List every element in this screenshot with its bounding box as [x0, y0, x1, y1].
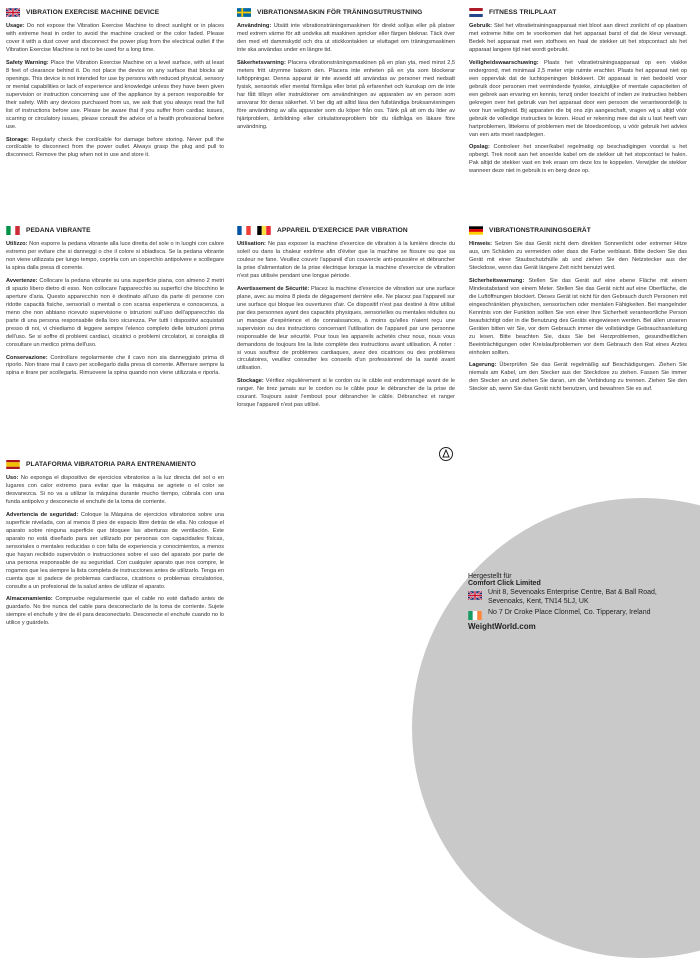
section-title: VIBRATIONSMASKIN FÖR TRÄNINGSUTRUSTNING: [257, 9, 423, 16]
safety-paragraph: Safety Warning: Place the Vibration Exercise Machine on a level surface, with at least 8 feet of clearance behind it. Do not place the device on any surface that blocks air openings. This device is not intended for use by persons with reduced physical, sensory or mental capabilities or lack of experience and knowledge unless they have been given supervision or instruction concerning use of the appliance by a person responsible for their safety. With any devices purchased from us, we ask that you always read the full list of instructions before use. Please be aware that if you suffer from cardiac issues, scarring or circulatory issues, please consult the advice of a health professional before use.: [6, 60, 224, 130]
netherlands-flag-icon: [469, 8, 483, 17]
storage-paragraph: Stockage: Vérifiez régulièrement si le cordon ou le câble est endommagé avant de le ranger. Ne tirez jamais sur le cordon ou le câble pour le débrancher de la prise de courant. Toujours saisir l'embout pour débrancher le câble. Débranchez et ranger lorsque l'appareil n'est pas utilisé.: [237, 378, 455, 409]
safety-paragraph: Sicherheitswarnung: Stellen Sie das Gerät auf eine ebene Fläche mit einem Mindestabstand von einem Meter. Stellen Sie das Gerät nicht auf eine Oberfläche, die die Luftöffnungen blockiert. Dieses Gerät ist nicht für den Gebrauch durch Personen mit eingeschränkten physischen, sensorischen oder mentalen Fähigkeiten. Bei mangelnder Kenntnis von der Funktion sollten Sie von einer Ihre Sicherheit verantwortliche Person beaufsichtigt oder in die Benutzung des Geräts eingewiesen werden. Bei allen unseren Geräten bitten wir Sie, vor dem Gebrauch immer die vollständige Gebrauchsanleitung zu lesen. Bitte beachten Sie, dass Sie bei Herzproblemen, gesundheitlichen Beeinträchtigungen oder Kreislaufproblemen vor dem Gebrauch den Rat eines Arztes einholen sollten.: [469, 278, 687, 356]
made-for-label: Hergestellt für: [468, 573, 512, 580]
usage-paragraph: Hinweis: Setzen Sie das Gerät nicht dem direkten Sonnenlicht oder extremer Hitze aus, um Schäden zu vermeiden oder dass die Farbe verblasst. Bitte decken Sie das Gerät mit einer Staubschutzhülle ab und ziehen Sie den Netzstecker aus der Steckdose, wenn das Gerät längere Zeit nicht benutzt wird.: [469, 241, 687, 272]
section-title: APPAREIL D'EXERCICE PAR VIBRATION: [277, 227, 408, 234]
ireland-flag-icon: [468, 611, 482, 620]
company-name: Comfort Click Limited: [468, 580, 541, 587]
storage-paragraph: Lagerung: Überprüfen Sie das Gerät regelmäßig auf Beschädigungen. Ziehen Sie niemals am Kabel, um den Stecker aus der Steckdose zu ziehen. Fassen Sie immer den Stecker an und ziehen Sie daran, um die Verbindung zu trennen. Ziehen Sie den Stecker ab, wenn Sie das Gerät nicht benutzen, und bewahren Sie es auf.: [469, 362, 687, 393]
france-flag-icon: [237, 226, 251, 235]
section-header: [237, 226, 455, 235]
germany-flag-icon: [469, 226, 483, 235]
section-header: [6, 8, 224, 17]
storage-paragraph: Conservazione: Controllare regolarmente che il cavo non sia danneggiato prima di riporlo. Non tirare mai il cavo per scollegarlo dalla presa di corrente. Afferrare sempre la spina e tirare per scollegarla. Rimuovere la spina quando non viene utilizzata e riporla.: [6, 354, 224, 377]
section-title: FITNESS TRILPLAAT: [489, 9, 557, 16]
section-header: [237, 8, 455, 17]
usage-paragraph: Utilisation: Ne pas exposer la machine d'exercice de vibration à la lumière directe du soleil ou dans la chaleur extrême afin d'éviter que la machine se fissure ou que sa couleur ne fane. Veuillez couvrir l'appareil d'un couvercle anti-poussière et débrancher la prise d'alimentation de la prise électrique lorsque la machine d'exercice de vibration n'est pas utilisée pendant une longue période.: [237, 241, 455, 280]
section-title: VIBRATIONSTRAININGSGERÄT: [489, 227, 591, 234]
uk-address-row: [468, 589, 668, 607]
storage-paragraph: Opslag: Controleer het snoer/kabel regelmatig op beschadigingen voordat u het opbergt. Trek nooit aan het snoer/de kabel om de stekker uit het stopcontact te halen. Pak altijd de stekker vast en trek eraan om deze los te koppelen. Verwijder de stekker wanneer deze niet in gebruik is en berg deze op.: [469, 144, 687, 175]
usage-paragraph: Gebruik: Stel het vibratietrainingsapparaat niet bloot aan direct zonlicht of op plaatsen met extreme hitte om te voorkomen dat het apparaat barst of dat de kleur vervaagt. Bedek het apparaat met een stofhoes en haal de stekker uit het stopcontact als het apparaat langere tijd niet wordt gebruikt.: [469, 23, 687, 54]
storage-paragraph: Storage: Regularly check the cord/cable for damage before storing. Never pull the cord/cable to disconnect from the power outlet. Always grasp the plug and pull to disconnect. Remove the plug when not in use and store it.: [6, 136, 225, 159]
safety-paragraph: Avertissement de Sécurité: Placez la machine d'exercice de vibration sur une surface plane, avec au moins 8 pieds de dégagement derrière elle. Ne placez pas l'appareil sur une surface qui bloque les ouvertures d'air. Ce dispositif n'est pas destiné à être utilisé par des personnes ayant des capacités physiques, sensorielles ou mentales réduites ou un manque d'expérience et de connaissances, à moins qu'elles n'aient reçu une supervision ou des instructions concernant l'utilisation de l'appareil par une personne responsable de leur sécurité. Pour tous les appareils achetés chez nous, nous vous demandons de toujours lire la liste complète des instructions avant utilisation. À noter : si vous souffrez de problèmes cardiaques, avez des cicatrices ou des problèmes circulatoires, veuillez consulter les conseils d'un professionnel de la santé avant utilisation.: [237, 286, 455, 372]
spain-flag-icon: [6, 460, 20, 469]
safety-paragraph: Advertencia de seguridad: Coloque la Máquina de ejercicios vibratorios sobre una superficie nivelada, con al menos 8 pies de espacio libre detrás de ella. No coloque el aparato sobre ninguna superficie que bloquee las aberturas de ventilación. Este aparato no está diseñado para ser utilizado por personas con capacidades físicas, sensoriales o mentales reducidas o con falta de experiencia y conocimientos, a menos que hayan recibido supervisión o instrucciones sobre el uso del aparato por parte de una persona responsable de su seguridad. Con cualquier aparato que nos compre, le rogamos que lea siempre la lista completa de instrucciones antes de utilizarlo. Tenga en cuenta que si padece de problemas cardíacos, cicatrices o problemas circulatorios, consulte a un profesional de la salud antes de utilizar el aparato.: [6, 512, 224, 590]
decorative-circle: [412, 498, 700, 958]
uk-address: Unit 8, Sevenoaks Enterprise Centre, Bat & Ball Road, Sevenoaks, Kent, TN14 5LJ, UK: [488, 589, 657, 605]
uk-flag-icon: [6, 8, 20, 17]
section-title: PLATAFORMA VIBRATORIA PARA ENTRENAMIENTO: [26, 461, 196, 468]
section-header: [6, 460, 224, 469]
belgium-flag-icon: [257, 226, 271, 235]
usage-paragraph: Usage: Do not expose the Vibration Exercise Machine to direct sunlight or in places with extreme heat in order to avoid the machine cracked or the color faded. Please cover it with a dust cover and disconnect the power plug from the electrical outlet if the Vibration Exercise Machine is not to be used for a long time.: [6, 23, 224, 54]
section-header: [469, 8, 687, 17]
ie-address: No 7 Dr Croke Place Clonmel, Co. Tipperary, Ireland: [488, 608, 651, 616]
section-nl: [469, 8, 687, 181]
section-title: PEDANA VIBRANTE: [26, 227, 91, 234]
section-it: [6, 226, 224, 383]
section-en: [6, 8, 224, 165]
brand-name: WeightWorld.com: [468, 621, 536, 631]
section-de: [469, 226, 687, 399]
section-header: [6, 226, 224, 235]
usage-paragraph: Uso: No exponga el dispositivo de ejercicios vibratorios a la luz directa del sol o en lugares con calor extremo para evitar que la máquina se agriete o el color se desvanezca. Si no va a utilizar la máquina durante mucho tiempo, cúbrala con una funda antipolvo y desconecte el enchufe de la toma de corriente.: [6, 475, 224, 506]
ie-address-row: [468, 609, 668, 620]
section-fr: [237, 226, 455, 415]
italy-flag-icon: [6, 226, 20, 235]
safety-paragraph: Avvertenze: Collocare la pedana vibrante su una superficie piana, con almeno 2 metri di spazio libero dietro di esso. Non collocare l'apparecchio su superfici che blocchino le aperture d'aria. Questo apparecchio non è destinato all'uso da parte di persone con ridotte capacità fisiche, sensoriali o mentali o con scarsa esperienza e conoscenza, a meno che non abbiano ricevuto supervisione o istruzioni sull'uso dell'apparecchio da parte di una persona responsabile della loro sicurezza. Per tutti i dispositivi acquistati presso di noi, vi chiediamo di leggere sempre l'elenco completo delle istruzioni prima dell'uso. Se si soffre di problemi cardiaci, cicatrici o problemi circolatori, si consiglia di consultare un medico prima dell'uso.: [6, 278, 224, 348]
manufacturer-block: [468, 573, 668, 631]
section-title: VIBRATION EXERCISE MACHINE DEVICE: [26, 9, 160, 16]
usage-paragraph: Utilizzo: Non esporre la pedana vibrante alla luce diretta del sole o in luoghi con calore estremo per evitare che si danneggi o che il colore si sbiadisca. Se la pedana vibrante non viene utilizzata per lungo tempo, coprirla con un coperchio antipolvere e scollegare la spina dalla presa di corrente.: [6, 241, 224, 272]
usage-paragraph: Användning: Utsätt inte vibrationsträningsmaskinen för direkt solljus eller på platser med extrem värme för att undvika att maskinen spricker eller färgen bleknar. Täck över den med ett dammskydd och dra ut stickkontakten ur eluttaget om träningsmaskinen inte ska användas under en längre tid.: [237, 23, 455, 54]
uk-flag-icon: [468, 591, 482, 600]
sweden-flag-icon: [237, 8, 251, 17]
safety-paragraph: Veiligheidswaarschuwing: Plaats het vibratietrainingsapparaat op een vlakke ondergrond, met minimaal 2,5 meter vrije ruimte erachter. Plaats het apparaat niet op een oppervlak dat de luchtopeningen blokkeert. Dit apparaat is niet bedoeld voor gebruik door personen met verminderde fysieke, zintuiglijke of mentale capaciteiten of een gebrek aan ervaring en kennis, tenzij onder toezicht of indien ze instructies hebben gekregen over het gebruik van het apparaat door een persoon die verantwoordelijk is voor hun veiligheid. Bij apparaten die bij ons zijn aangeschaft, vragen wij u altijd vóór gebruik de volledige instructies te lezen. Houd er rekening mee dat als u last heeft van hartproblemen, littekens of problemen met de bloedsomloop, u vóór gebruik het advies van een arts moet raadplegen.: [469, 60, 688, 138]
section-es: [6, 460, 224, 633]
storage-paragraph: Almacenamiento: Compruebe regularmente que el cable no esté dañado antes de guardarlo. No tire nunca del cable para desconectarlo de la toma de corriente. Sujete siempre el enchufe y tire de él para desconectarlo. Desconecte el enchufe cuando no lo utilice y guárdelo.: [6, 596, 224, 627]
safety-paragraph: Säkerhetsvarning: Placera vibrationsträningsmaskinen på en plan yta, med minst 2,5 meters fritt utrymme bakom den. Placera inte enheten på en yta som blockerar luftöppningar. Denna apparat är inte avsedd att användas av personer med nedsatt fysisk, sensorisk eller mental förmåga eller brist på erfarenhet och kunskap om de inte har fått tillsyn eller instruktioner om användningen av apparaten av en person som ansvarar för deras säkerhet. Vi ber dig att alltid läsa den fullständiga bruksanvisningen före användning av alla apparater som du köper från oss. Tänk på att om du lider av hjärtproblem, ärrbildning eller cirkulationsproblem bör du rådfråga en läkare före användning.: [237, 60, 455, 130]
section-header: [469, 226, 687, 235]
section-sv: [237, 8, 455, 137]
recycle-icon: [438, 446, 454, 465]
